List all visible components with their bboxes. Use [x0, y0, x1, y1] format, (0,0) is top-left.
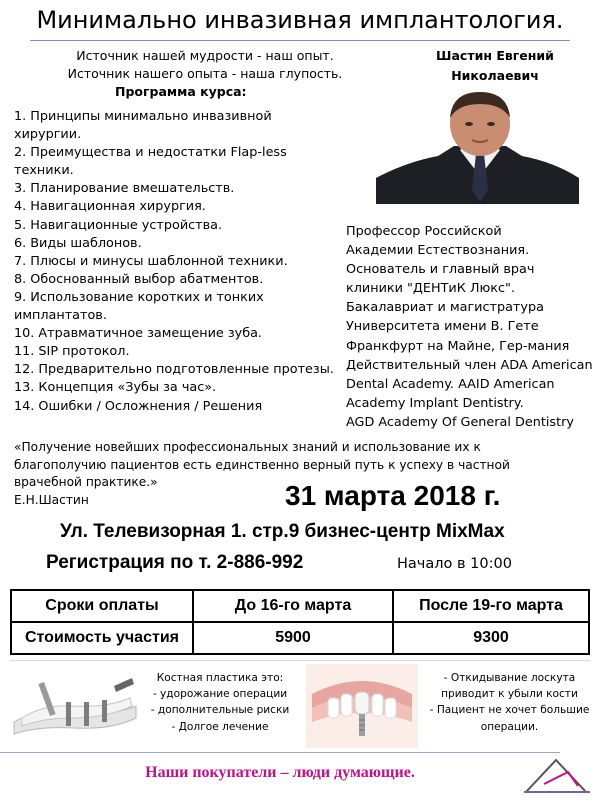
program-item: 4. Навигационная хирургия. — [14, 199, 206, 215]
price-table-header — [11, 590, 589, 622]
author-photo — [376, 90, 579, 204]
program-item: 5. Навигационные устройства. — [14, 217, 223, 233]
program-item: 14. Ошибки / Осложнения / Решения — [14, 398, 263, 414]
author-patronymic: Николаевич — [451, 68, 539, 83]
note-line: - Пациент не хочет большие — [429, 704, 590, 717]
program-item: 12. Предварительно подготовленные протезы. — [14, 362, 334, 378]
motto-line-2: Источник нашего опыта - наша глупость. — [67, 66, 343, 81]
citation-line: благополучию пациентов есть единственно верный путь к успеху в частной — [14, 457, 510, 472]
program-item: 8. Обоснованный выбор абатментов. — [14, 271, 264, 287]
dental-implant-illustration — [306, 664, 418, 748]
note-line: - Откидывание лоскута — [443, 672, 576, 684]
bio-line: Academy Implant Dentistry. — [346, 395, 524, 411]
bio-line: Действительный член ADA American — [346, 357, 593, 373]
event-date: 31 марта 2018 г. — [285, 480, 501, 511]
registration-phone: Регистрация по т. 2-886-992 — [46, 552, 304, 573]
program-item: 3. Планирование вмешательств. — [14, 181, 235, 197]
company-logo — [520, 756, 592, 796]
program-heading: Программа курса: — [115, 84, 247, 99]
price-header-cell: До 16-го марта — [193, 590, 393, 622]
program-item: 10. Атравматичное замещение зуба. — [14, 326, 263, 342]
author-bio — [346, 222, 593, 432]
note-line: приводит к убыли кости — [441, 688, 578, 701]
bio-line: Бакалавриат и магистратура — [346, 300, 544, 316]
citation-line: врачебной практике.» — [14, 475, 158, 489]
note-line: - дополнительные риски — [150, 704, 290, 717]
bio-line: клиники "ДЕНТиК Люкс". — [346, 281, 516, 297]
program-item: 11. SIP протокол. — [14, 344, 130, 360]
bio-line: Университета имени В. Гете — [346, 319, 539, 335]
program-item: 6. Виды шаблонов. — [14, 235, 142, 251]
price-header-cell: Сроки оплаты — [11, 590, 193, 622]
bio-line: AGD Academy Of General Dentistry — [346, 414, 574, 430]
note-line: - удорожание операции — [152, 688, 288, 701]
motto-line-1: Источник нашей мудрости - наш опыт. — [76, 48, 334, 63]
author-surname-first: Шастин Евгений — [436, 48, 554, 63]
note-line: - Долгое лечение — [171, 720, 269, 733]
bio-line: Профессор Российской — [346, 224, 502, 239]
flap-surgery-note — [422, 670, 597, 735]
program-item: 2. Преимущества и недостатки Flap-less техники. — [14, 145, 287, 179]
footer-divider — [0, 752, 560, 753]
note-line: Костная пластика это: — [156, 672, 284, 684]
price-cell: Стоимость участия — [11, 622, 193, 654]
footer-slogan: Наши покупатели – люди думающие. — [145, 764, 415, 781]
page-title: Минимально инвазивная имплантология. — [36, 6, 564, 34]
price-table-row — [11, 622, 589, 654]
author-name — [405, 46, 585, 86]
bio-line: Dental Academy. AAID American — [346, 376, 555, 392]
bio-line: Академии Естествознания. — [346, 243, 530, 259]
event-address: Ул. Телевизорная 1. стр.9 бизнес-центр MixMax — [60, 521, 505, 542]
price-table — [10, 589, 590, 655]
surgical-guide-illustration — [8, 672, 143, 748]
citation-author: Е.Н.Шастин — [14, 492, 89, 507]
note-line: операции. — [480, 720, 539, 733]
program-list — [14, 108, 339, 416]
start-time: Начало в 10:00 — [397, 556, 512, 572]
bio-line: Основатель и главный врач — [346, 262, 535, 278]
program-item: 1. Принципы минимально инвазивной хирургии. — [14, 109, 272, 143]
title-divider — [30, 40, 570, 41]
bone-grafting-note — [140, 670, 300, 735]
price-header-cell: После 19-го марта — [393, 590, 589, 622]
bio-line: Франкфурт на Майне, Гер-мания — [346, 338, 570, 354]
program-item: 13. Концепция «Зубы за час». — [14, 380, 217, 396]
citation-line: «Получение новейших профессиональных знаний и использование их к — [14, 440, 481, 454]
price-cell: 9300 — [393, 622, 589, 654]
program-item: 9. Использование коротких и тонких имплантатов. — [14, 289, 264, 324]
price-cell: 5900 — [193, 622, 393, 654]
bottom-divider — [10, 660, 590, 661]
program-item: 7. Плюсы и минусы шаблонной техники. — [14, 253, 288, 269]
